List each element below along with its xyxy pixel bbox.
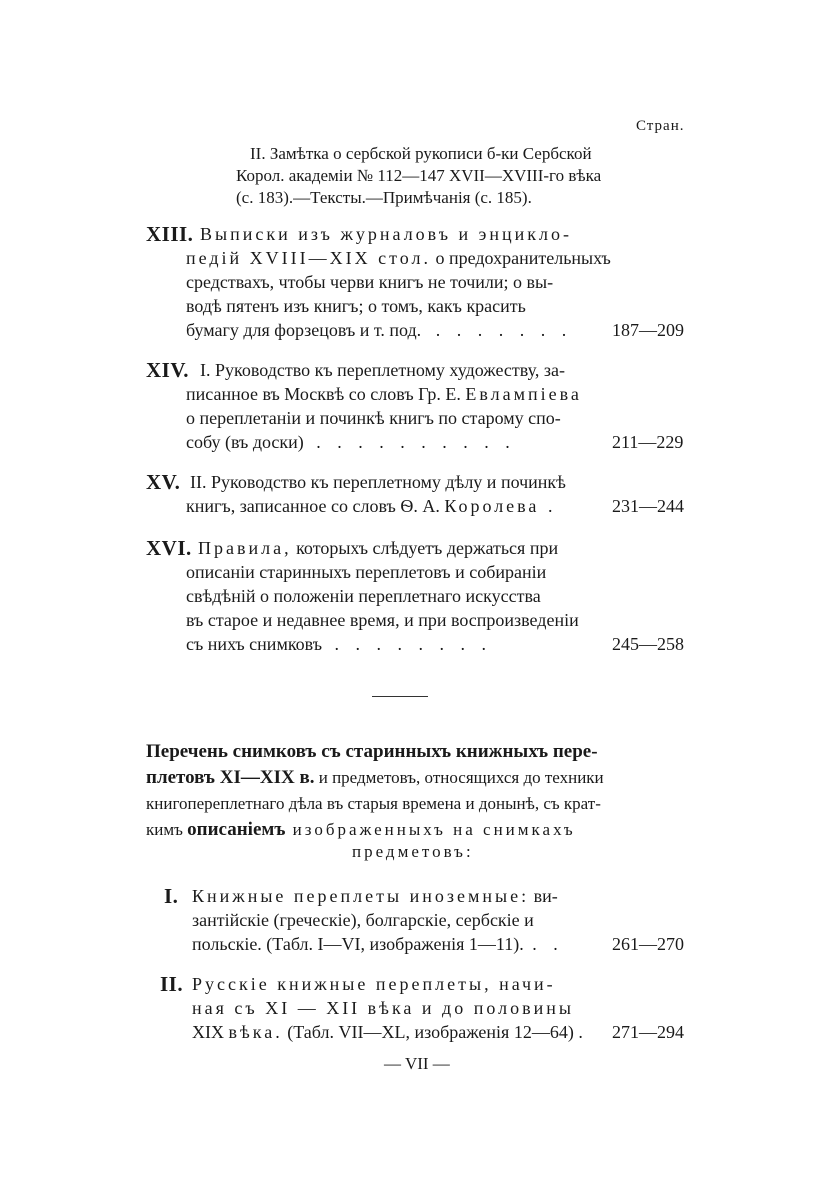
entry-line: описаніи старинныхъ переплетовъ и собираніи bbox=[186, 562, 547, 582]
dot-leader: . bbox=[547, 496, 553, 516]
page-range: 261—270 bbox=[612, 934, 684, 954]
entry-text: (Табл. VII—XL, изображенія 12—64) . bbox=[282, 1022, 583, 1042]
entry-spaced-text: педій XVIII—XIX стол. bbox=[186, 248, 432, 268]
heading-spaced-text: изображенныхъ на снимкахъ bbox=[285, 820, 576, 839]
page-number: — VII — bbox=[384, 1054, 450, 1073]
entry-text: которыхъ слѣдуетъ держаться при bbox=[291, 538, 559, 558]
intro-line: II. Замѣтка о сербской рукописи б-ки Сербской bbox=[250, 144, 592, 163]
heading-line: предметовъ: bbox=[352, 842, 474, 861]
entry-line bbox=[192, 932, 612, 956]
entry-spaced-text: вѣка. bbox=[228, 1022, 283, 1042]
entry-text: XIX bbox=[192, 1022, 229, 1042]
page-range: 211—229 bbox=[612, 432, 684, 452]
page-range: 187—209 bbox=[612, 320, 684, 340]
entry-spaced-text: ная съ XI — XII вѣка и до половины bbox=[192, 998, 574, 1018]
dot-leader: . . . . . . . bbox=[435, 320, 573, 340]
entry-numeral: I. bbox=[164, 884, 179, 908]
entry-text: книгъ, записанное со словъ Ѳ. А. bbox=[186, 496, 445, 516]
entry-line: I. Руководство къ переплетному художеству, за- bbox=[200, 360, 565, 380]
entry-line bbox=[186, 382, 606, 406]
page-range: 231—244 bbox=[612, 496, 684, 516]
entry-line bbox=[192, 996, 612, 1020]
entry-text: бумагу для форзецовъ и т. под. bbox=[186, 320, 422, 340]
intro-line: Корол. академіи № 112—147 XVII—XVIII-го вѣка bbox=[236, 166, 602, 185]
dot-leader: . . bbox=[532, 934, 564, 954]
entry-text: ви- bbox=[529, 886, 558, 906]
entry-line bbox=[186, 318, 606, 342]
dot-leader: . . . . . . . . . . bbox=[316, 432, 516, 452]
entry-line: свѣдѣній о положеніи переплетнаго искусства bbox=[186, 586, 541, 606]
entry-spaced-text: Русскіе книжные переплеты, начи- bbox=[192, 974, 556, 994]
intro-line: (с. 183).—Тексты.—Примѣчанія (с. 185). bbox=[236, 188, 532, 207]
heading-line bbox=[146, 766, 696, 790]
dot-leader: . . . . . . . . bbox=[334, 634, 493, 654]
entry-line: въ старое и недавнее время, и при воспроизведеніи bbox=[186, 610, 579, 630]
entry-spaced-text: Книжные переплеты иноземные: bbox=[192, 886, 530, 906]
entry-numeral: II. bbox=[160, 972, 184, 996]
heading-text: кимъ bbox=[146, 820, 188, 839]
entry-spaced-text: Выписки изъ журналовъ и энцикло- bbox=[200, 224, 573, 244]
entry-line: водѣ пятенъ изъ книгъ; о томъ, какъ красить bbox=[186, 296, 526, 316]
entry-numeral: XIII. bbox=[146, 222, 194, 246]
entry-line bbox=[186, 430, 606, 454]
page-range: 271—294 bbox=[612, 1022, 684, 1042]
entry-text: писанное въ Москвѣ со словъ Гр. Е. bbox=[186, 384, 466, 404]
entry-text: польскіе. (Табл. I—VI, изображенія 1—11). bbox=[192, 934, 524, 954]
entry-line bbox=[192, 972, 612, 996]
entry-line: средствахъ, чтобы черви книгъ не точили; о вы- bbox=[186, 272, 554, 292]
page-column-label: Стран. bbox=[636, 118, 685, 134]
entry-text: съ нихъ снимковъ bbox=[186, 634, 323, 654]
heading-text: и предметовъ, относящихся до техники bbox=[314, 768, 604, 787]
entry-line bbox=[200, 222, 620, 246]
heading-bold-text: плетовъ XI—XIX в. bbox=[146, 767, 315, 788]
entry-text: собу (въ доски) bbox=[186, 432, 304, 452]
section-divider bbox=[372, 696, 428, 697]
entry-spaced-text: Правила, bbox=[198, 538, 292, 558]
entry-line: о переплетаніи и починкѣ книгъ по старому спо- bbox=[186, 408, 561, 428]
heading-bold-text: описаніемъ bbox=[187, 819, 286, 840]
entry-line bbox=[192, 1020, 612, 1044]
entry-line: II. Руководство къ переплетному дѣлу и починкѣ bbox=[190, 472, 566, 492]
page-range: 245—258 bbox=[612, 634, 684, 654]
entry-spaced-text: Королева bbox=[444, 496, 540, 516]
entry-text: о предохранительныхъ bbox=[431, 248, 611, 268]
heading-line bbox=[146, 818, 696, 842]
entry-numeral: XV. bbox=[146, 470, 181, 494]
entry-line bbox=[186, 246, 611, 270]
entry-line bbox=[186, 632, 606, 656]
heading-line: книгопереплетнаго дѣла въ старыя времена и донынѣ, съ крат- bbox=[146, 794, 601, 813]
entry-spaced-text: Евлампіева bbox=[465, 384, 582, 404]
entry-line bbox=[192, 884, 612, 908]
entry-line bbox=[186, 494, 606, 518]
entry-numeral: XIV. bbox=[146, 358, 190, 382]
entry-numeral: XVI. bbox=[146, 536, 192, 560]
entry-line: зантійскіе (греческіе), болгарскіе, сербскіе и bbox=[192, 910, 534, 930]
heading-line: Перечень снимковъ съ старинныхъ книжныхъ пере- bbox=[146, 741, 598, 762]
entry-line bbox=[198, 536, 618, 560]
